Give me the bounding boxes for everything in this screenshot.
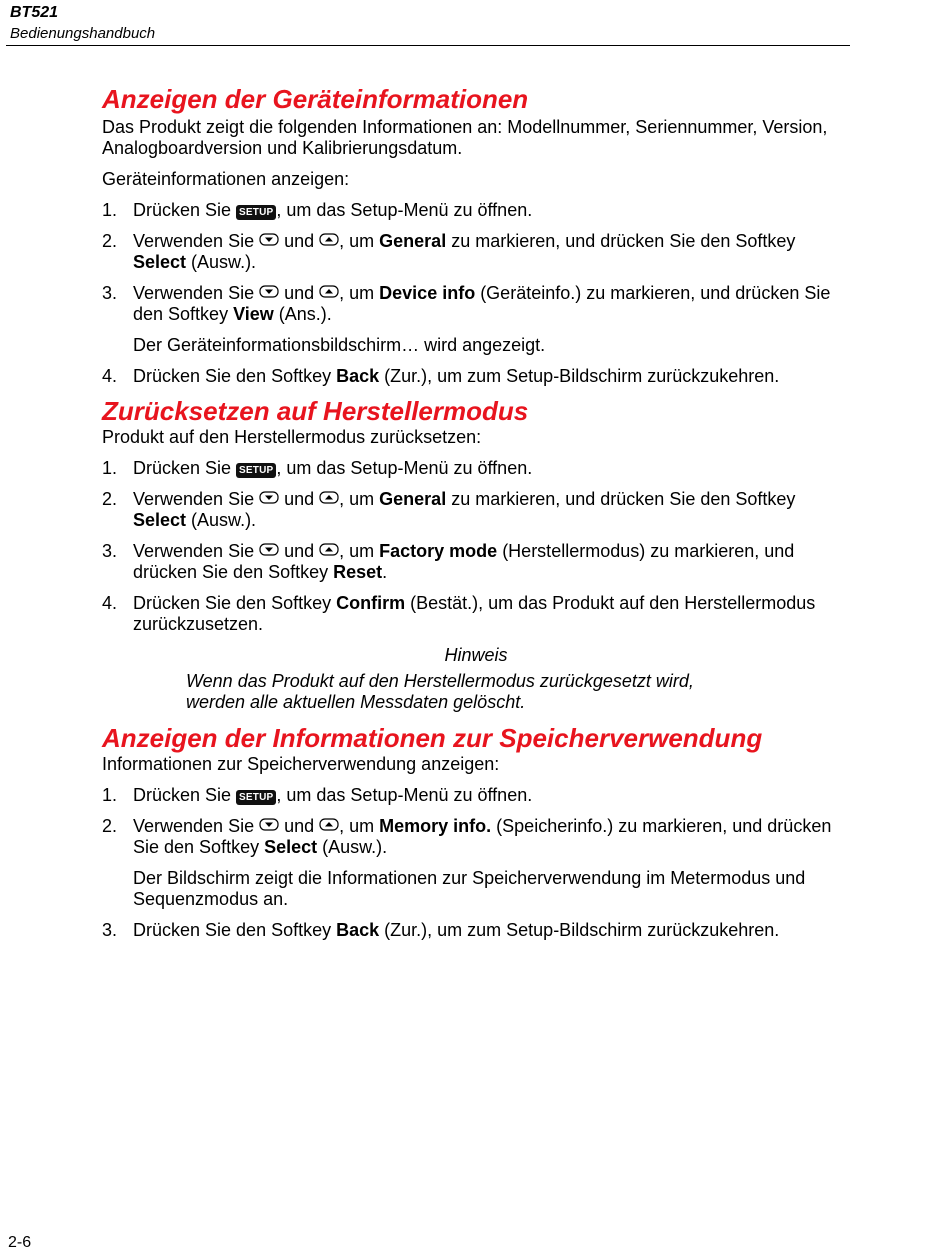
page-content bbox=[102, 83, 850, 951]
up-arrow-key-icon bbox=[319, 543, 339, 556]
steps-list bbox=[102, 458, 850, 635]
section-lead: Produkt auf den Herstellermodus zurücksetzen: bbox=[102, 427, 482, 447]
down-arrow-key-icon bbox=[259, 543, 279, 556]
section-intro: Das Produkt zeigt die folgenden Informationen an: Modellnummer, Seriennummer, Version, Analogboardversion und Kalibrierungsdatum. bbox=[102, 117, 828, 158]
step-number: 4. bbox=[102, 593, 118, 613]
step-number: 1. bbox=[102, 200, 118, 220]
step-number: 1. bbox=[102, 458, 118, 478]
step-note: Der Bildschirm zeigt die Informationen zur Speicherverwendung im Metermodus und Sequenzmodus an. bbox=[133, 868, 806, 909]
section-heading-device-info: Anzeigen der Geräteinformationen bbox=[102, 84, 529, 114]
step-number: 3. bbox=[102, 283, 118, 303]
section-lead: Informationen zur Speicherverwendung anzeigen: bbox=[102, 754, 500, 774]
steps-list bbox=[102, 785, 850, 858]
section-heading-factory-mode: Zurücksetzen auf Herstellermodus bbox=[102, 396, 529, 426]
down-arrow-key-icon bbox=[259, 491, 279, 504]
step-number: 3. bbox=[102, 920, 118, 940]
steps-list bbox=[102, 200, 850, 325]
step-number: 2. bbox=[102, 489, 118, 509]
up-arrow-key-icon bbox=[319, 818, 339, 831]
page-number: 2-6 bbox=[8, 1234, 32, 1251]
step-number: 1. bbox=[102, 785, 118, 805]
setup-key-icon: SETUP bbox=[236, 205, 276, 220]
list-item: 4. Drücken Sie den Softkey Confirm (Bestät.), um das Produkt auf den Herstellermodus zurückzusetzen. bbox=[102, 593, 816, 634]
list-item: 4. Drücken Sie den Softkey Back (Zur.), um zum Setup-Bildschirm zurückzukehren. bbox=[102, 366, 780, 386]
list-item: 1. Drücken Sie SETUP , um das Setup-Menü zu öffnen. bbox=[102, 458, 533, 478]
down-arrow-key-icon bbox=[259, 233, 279, 246]
doc-title: BT521 bbox=[10, 4, 59, 21]
note-text: Wenn das Produkt auf den Herstellermodus zurückgesetzt wird, werden alle aktuellen Messdaten gelöscht. bbox=[186, 671, 694, 712]
header-divider bbox=[6, 45, 850, 46]
doc-subtitle: Bedienungshandbuch bbox=[10, 25, 156, 42]
setup-key-icon: SETUP bbox=[236, 463, 276, 478]
list-item: 1. Drücken Sie SETUP , um das Setup-Menü zu öffnen. bbox=[102, 785, 533, 805]
up-arrow-key-icon bbox=[319, 285, 339, 298]
list-item: 3. Verwenden Sie und , um Device info (Geräteinfo.) zu markieren, und drücken Sie den Softkey View (Ans.). bbox=[102, 283, 831, 324]
section-lead: Geräteinformationen anzeigen: bbox=[102, 169, 350, 189]
list-item: 3. Verwenden Sie und , um Factory mode (Herstellermodus) zu markieren, und drücken Sie den Softkey Reset. bbox=[102, 541, 795, 582]
list-item: 2. Verwenden Sie und , um General zu markieren, und drücken Sie den Softkey Select (Ausw.). bbox=[102, 489, 796, 530]
step-number: 2. bbox=[102, 231, 118, 251]
step-number: 2. bbox=[102, 816, 118, 836]
note-title: Hinweis bbox=[444, 645, 508, 665]
setup-key-icon: SETUP bbox=[236, 790, 276, 805]
step-number: 3. bbox=[102, 541, 118, 561]
list-item: 3. Drücken Sie den Softkey Back (Zur.), um zum Setup-Bildschirm zurückzukehren. bbox=[102, 920, 780, 940]
down-arrow-key-icon bbox=[259, 818, 279, 831]
list-item: 2. Verwenden Sie und , um General zu markieren, und drücken Sie den Softkey Select (Ausw.). bbox=[102, 231, 796, 272]
up-arrow-key-icon bbox=[319, 233, 339, 246]
step-note: Der Geräteinformationsbildschirm… wird angezeigt. bbox=[133, 335, 546, 355]
list-item: 1. Drücken Sie SETUP , um das Setup-Menü zu öffnen. bbox=[102, 200, 533, 220]
up-arrow-key-icon bbox=[319, 491, 339, 504]
steps-list bbox=[102, 920, 850, 941]
step-number: 4. bbox=[102, 366, 118, 386]
steps-list bbox=[102, 366, 850, 387]
down-arrow-key-icon bbox=[259, 285, 279, 298]
section-heading-memory-info: Anzeigen der Informationen zur Speicherverwendung bbox=[102, 723, 763, 753]
list-item: 2. Verwenden Sie und , um Memory info. (Speicherinfo.) zu markieren, und drücken Sie den Softkey Select (Ausw.). bbox=[102, 816, 832, 857]
